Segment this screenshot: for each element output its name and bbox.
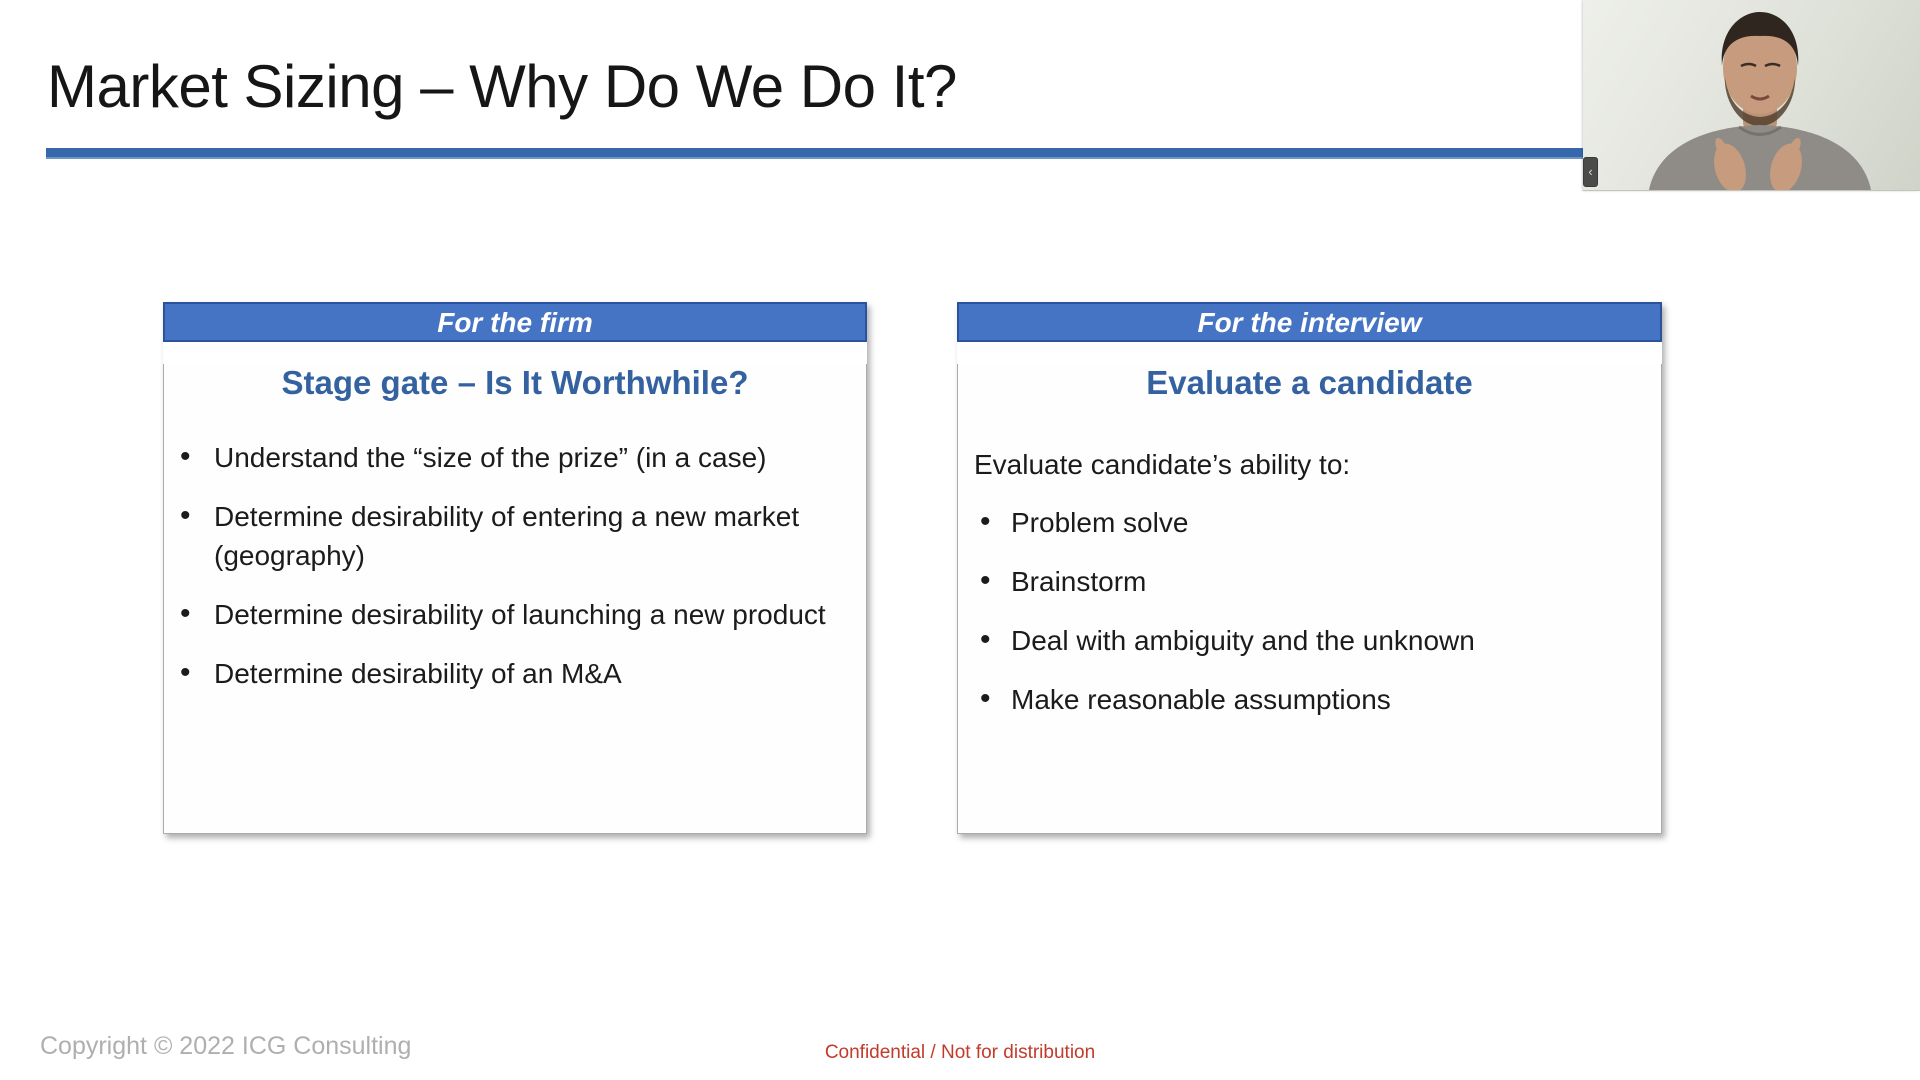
- title-underline: [46, 148, 1586, 159]
- card-intro-text: Evaluate candidate’s ability to:: [974, 449, 1351, 480]
- chevron-left-icon: ‹: [1588, 164, 1593, 179]
- card-body: [957, 364, 1662, 834]
- bullet-item: • Brainstorm: [978, 562, 1645, 601]
- copyright-text: Copyright © 2022 ICG Consulting: [40, 1032, 412, 1060]
- bullet-item: • Determine desirability of an M&A: [178, 654, 846, 693]
- bullet-item: • Make reasonable assumptions: [978, 680, 1645, 719]
- card-for-the-firm: [163, 302, 867, 834]
- card-body: [163, 364, 867, 834]
- bullet-item: • Problem solve: [978, 503, 1645, 542]
- confidential-text: Confidential / Not for distribution: [824, 1042, 1096, 1063]
- card-header: For the firm: [163, 302, 867, 342]
- presenter-webcam-video[interactable]: [1583, 0, 1920, 191]
- bullet-item: • Determine desirability of entering a new market (geography): [178, 497, 846, 575]
- slide-title: Market Sizing – Why Do We Do It?: [47, 53, 957, 120]
- bullet-item: • Understand the “size of the prize” (in a case): [178, 438, 846, 477]
- bullet-item: • Determine desirability of launching a new product: [178, 595, 846, 634]
- presenter-illustration: [1583, 0, 1920, 190]
- card-header: For the interview: [957, 302, 1662, 342]
- bullet-item: • Deal with ambiguity and the unknown: [978, 621, 1645, 660]
- card-subtitle: Evaluate a candidate: [1146, 364, 1473, 401]
- card-subtitle: Stage gate – Is It Worthwhile?: [281, 364, 749, 401]
- bullet-list: [164, 438, 866, 693]
- bullet-list: [958, 503, 1661, 719]
- webcam-collapse-handle[interactable]: [1583, 157, 1598, 187]
- card-for-the-interview: [957, 302, 1662, 834]
